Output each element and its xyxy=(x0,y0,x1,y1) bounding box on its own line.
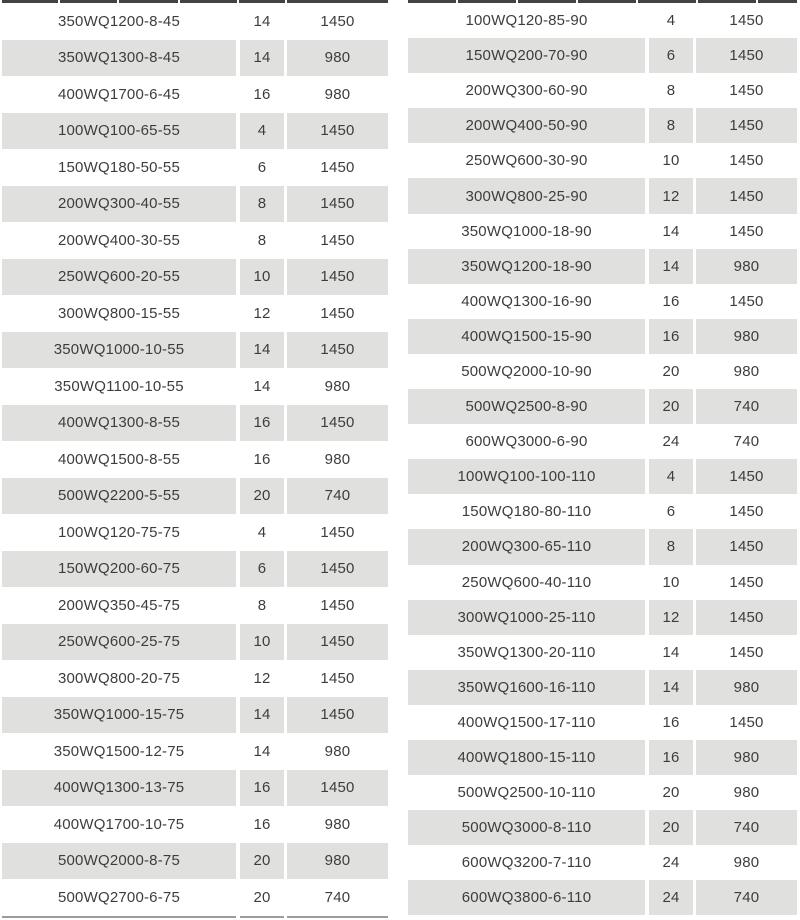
model-cell: 400WQ1300-16-90 xyxy=(408,284,645,319)
model-cell: 600WQ3800-6-110 xyxy=(408,880,645,915)
speed-cell: 980 xyxy=(696,775,797,810)
speed-cell: 980 xyxy=(287,843,388,880)
model-cell: 200WQ300-40-55 xyxy=(2,186,236,223)
table-row xyxy=(2,514,388,551)
table-row xyxy=(2,149,388,186)
table-row xyxy=(2,478,388,515)
model-cell: 400WQ1500-15-90 xyxy=(408,319,645,354)
model-cell: 250WQ600-25-75 xyxy=(2,624,236,661)
number-cell: 20 xyxy=(240,843,284,880)
number-cell: 14 xyxy=(649,214,693,249)
model-cell: 350WQ1000-18-90 xyxy=(408,214,645,249)
model-cell: 200WQ300-65-110 xyxy=(408,529,645,564)
table-row xyxy=(2,76,388,113)
table-row xyxy=(408,354,797,389)
border-notch xyxy=(58,0,60,3)
speed-cell: 1450 xyxy=(287,113,388,150)
border-notch xyxy=(576,0,578,3)
model-cell: 400WQ1800-15-110 xyxy=(408,740,645,775)
model-cell: 500WQ2200-5-55 xyxy=(2,478,236,515)
number-cell: 10 xyxy=(240,259,284,296)
model-cell: 250WQ600-30-90 xyxy=(408,143,645,178)
table-body xyxy=(408,3,797,915)
number-cell: 4 xyxy=(649,3,693,38)
number-cell: 8 xyxy=(240,186,284,223)
speed-cell: 1450 xyxy=(287,3,388,40)
model-cell: 350WQ1200-8-45 xyxy=(2,3,236,40)
table-row xyxy=(408,494,797,529)
table-row xyxy=(2,113,388,150)
model-cell: 300WQ800-15-55 xyxy=(2,295,236,332)
model-cell: 200WQ300-60-90 xyxy=(408,73,645,108)
model-cell: 350WQ1500-12-75 xyxy=(2,733,236,770)
number-cell: 20 xyxy=(240,478,284,515)
speed-cell: 1450 xyxy=(287,587,388,624)
model-cell: 500WQ2500-10-110 xyxy=(408,775,645,810)
number-cell: 14 xyxy=(240,697,284,734)
model-cell: 300WQ1000-25-110 xyxy=(408,600,645,635)
speed-cell: 980 xyxy=(696,670,797,705)
table-row xyxy=(2,587,388,624)
number-cell: 4 xyxy=(240,514,284,551)
table-row xyxy=(408,143,797,178)
border-notch xyxy=(178,0,180,3)
number-cell: 14 xyxy=(240,733,284,770)
table-row xyxy=(408,529,797,564)
model-cell: 350WQ1300-8-45 xyxy=(2,40,236,77)
table-row xyxy=(2,697,388,734)
number-cell: 14 xyxy=(240,40,284,77)
speed-cell: 1450 xyxy=(696,143,797,178)
number-cell: 16 xyxy=(240,806,284,843)
table-row xyxy=(2,441,388,478)
model-cell: 400WQ1500-8-55 xyxy=(2,441,236,478)
model-cell: 400WQ1300-13-75 xyxy=(2,770,236,807)
model-cell: 400WQ1300-8-55 xyxy=(2,405,236,442)
number-cell: 16 xyxy=(240,405,284,442)
number-cell: 14 xyxy=(240,332,284,369)
speed-cell: 1450 xyxy=(287,551,388,588)
model-cell: 600WQ3000-6-90 xyxy=(408,424,645,459)
model-cell: 200WQ350-45-75 xyxy=(2,587,236,624)
model-cell: 350WQ1100-10-55 xyxy=(2,368,236,405)
number-cell: 6 xyxy=(240,149,284,186)
number-cell: 14 xyxy=(649,670,693,705)
speed-cell: 1450 xyxy=(696,494,797,529)
border-notch xyxy=(285,0,287,3)
speed-cell: 1450 xyxy=(696,3,797,38)
number-cell: 12 xyxy=(649,600,693,635)
table-row xyxy=(2,295,388,332)
table-row xyxy=(2,660,388,697)
number-cell: 20 xyxy=(649,354,693,389)
speed-cell: 1450 xyxy=(696,635,797,670)
model-cell: 250WQ600-20-55 xyxy=(2,259,236,296)
table-row xyxy=(408,810,797,845)
model-cell: 400WQ1700-10-75 xyxy=(2,806,236,843)
table-top-border xyxy=(408,0,797,3)
border-notch xyxy=(636,0,638,3)
number-cell: 8 xyxy=(649,529,693,564)
border-notch xyxy=(237,0,239,3)
number-cell: 20 xyxy=(649,775,693,810)
speed-cell: 1450 xyxy=(287,222,388,259)
border-notch xyxy=(516,0,518,3)
table-bottom-border xyxy=(2,916,388,918)
model-cell: 100WQ100-100-110 xyxy=(408,459,645,494)
table-row xyxy=(2,186,388,223)
speed-cell: 1450 xyxy=(696,38,797,73)
table-row xyxy=(408,424,797,459)
table-row xyxy=(408,319,797,354)
speed-cell: 1450 xyxy=(287,770,388,807)
model-cell: 350WQ1000-10-55 xyxy=(2,332,236,369)
speed-cell: 1450 xyxy=(287,660,388,697)
number-cell: 16 xyxy=(240,76,284,113)
speed-cell: 1450 xyxy=(696,600,797,635)
spec-table-right xyxy=(408,0,797,915)
speed-cell: 980 xyxy=(287,368,388,405)
number-cell: 10 xyxy=(649,565,693,600)
number-cell: 16 xyxy=(649,319,693,354)
table-row xyxy=(408,178,797,213)
model-cell: 500WQ3000-8-110 xyxy=(408,810,645,845)
model-cell: 100WQ120-85-90 xyxy=(408,3,645,38)
number-cell: 8 xyxy=(649,108,693,143)
number-cell: 6 xyxy=(649,494,693,529)
speed-cell: 1450 xyxy=(696,73,797,108)
speed-cell: 980 xyxy=(696,354,797,389)
border-segment xyxy=(287,916,388,918)
speed-cell: 1450 xyxy=(287,405,388,442)
table-row xyxy=(2,40,388,77)
number-cell: 6 xyxy=(649,38,693,73)
table-row xyxy=(408,284,797,319)
speed-cell: 1450 xyxy=(287,332,388,369)
number-cell: 12 xyxy=(240,295,284,332)
model-cell: 500WQ2000-10-90 xyxy=(408,354,645,389)
model-cell: 150WQ180-50-55 xyxy=(2,149,236,186)
border-notch xyxy=(117,0,119,3)
model-cell: 350WQ1300-20-110 xyxy=(408,635,645,670)
table-row xyxy=(408,670,797,705)
table-row xyxy=(408,38,797,73)
speed-cell: 980 xyxy=(287,733,388,770)
speed-cell: 1450 xyxy=(287,295,388,332)
table-row xyxy=(408,3,797,38)
model-cell: 500WQ2000-8-75 xyxy=(2,843,236,880)
model-cell: 150WQ200-70-90 xyxy=(408,38,645,73)
table-row xyxy=(2,733,388,770)
model-cell: 500WQ2700-6-75 xyxy=(2,879,236,916)
number-cell: 4 xyxy=(240,113,284,150)
number-cell: 8 xyxy=(649,73,693,108)
number-cell: 12 xyxy=(240,660,284,697)
model-cell: 300WQ800-20-75 xyxy=(2,660,236,697)
table-row xyxy=(408,705,797,740)
speed-cell: 1450 xyxy=(696,459,797,494)
number-cell: 16 xyxy=(240,441,284,478)
number-cell: 16 xyxy=(649,284,693,319)
number-cell: 24 xyxy=(649,424,693,459)
number-cell: 14 xyxy=(240,3,284,40)
table-row xyxy=(2,405,388,442)
speed-cell: 1450 xyxy=(696,214,797,249)
table-row xyxy=(2,624,388,661)
model-cell: 350WQ1000-15-75 xyxy=(2,697,236,734)
speed-cell: 1450 xyxy=(696,705,797,740)
model-cell: 200WQ400-30-55 xyxy=(2,222,236,259)
border-notch xyxy=(456,0,458,3)
table-row xyxy=(2,259,388,296)
table-row xyxy=(2,332,388,369)
model-cell: 250WQ600-40-110 xyxy=(408,565,645,600)
border-segment xyxy=(240,916,284,918)
table-row xyxy=(408,565,797,600)
speed-cell: 1450 xyxy=(696,529,797,564)
number-cell: 8 xyxy=(240,587,284,624)
speed-cell: 1450 xyxy=(287,697,388,734)
number-cell: 4 xyxy=(649,459,693,494)
number-cell: 6 xyxy=(240,551,284,588)
number-cell: 10 xyxy=(649,143,693,178)
speed-cell: 980 xyxy=(287,40,388,77)
speed-cell: 980 xyxy=(696,740,797,775)
speed-cell: 1450 xyxy=(287,149,388,186)
table-row xyxy=(408,249,797,284)
number-cell: 16 xyxy=(240,770,284,807)
table-row xyxy=(408,108,797,143)
number-cell: 24 xyxy=(649,845,693,880)
number-cell: 12 xyxy=(649,178,693,213)
speed-cell: 980 xyxy=(287,441,388,478)
table-row xyxy=(408,740,797,775)
model-cell: 300WQ800-25-90 xyxy=(408,178,645,213)
table-row xyxy=(2,3,388,40)
table-row xyxy=(408,880,797,915)
number-cell: 10 xyxy=(240,624,284,661)
speed-cell: 980 xyxy=(287,806,388,843)
border-notch xyxy=(756,0,758,3)
number-cell: 8 xyxy=(240,222,284,259)
speed-cell: 1450 xyxy=(287,624,388,661)
speed-cell: 1450 xyxy=(696,565,797,600)
model-cell: 400WQ1500-17-110 xyxy=(408,705,645,740)
speed-cell: 1450 xyxy=(287,259,388,296)
speed-cell: 740 xyxy=(696,389,797,424)
speed-cell: 740 xyxy=(287,478,388,515)
speed-cell: 1450 xyxy=(696,284,797,319)
speed-cell: 980 xyxy=(696,319,797,354)
table-row xyxy=(2,551,388,588)
table-row xyxy=(408,635,797,670)
table-row xyxy=(2,879,388,916)
number-cell: 24 xyxy=(649,880,693,915)
speed-cell: 1450 xyxy=(696,108,797,143)
speed-cell: 740 xyxy=(696,810,797,845)
speed-cell: 980 xyxy=(696,249,797,284)
model-cell: 200WQ400-50-90 xyxy=(408,108,645,143)
table-body xyxy=(2,3,388,916)
table-top-border xyxy=(2,0,388,3)
table-row xyxy=(408,845,797,880)
number-cell: 14 xyxy=(649,249,693,284)
number-cell: 20 xyxy=(240,879,284,916)
table-row xyxy=(408,214,797,249)
table-row xyxy=(2,806,388,843)
speed-cell: 1450 xyxy=(287,514,388,551)
speed-cell: 1450 xyxy=(696,178,797,213)
model-cell: 100WQ120-75-75 xyxy=(2,514,236,551)
table-row xyxy=(2,843,388,880)
number-cell: 16 xyxy=(649,740,693,775)
speed-cell: 980 xyxy=(696,845,797,880)
speed-cell: 740 xyxy=(696,424,797,459)
speed-cell: 740 xyxy=(696,880,797,915)
table-row xyxy=(2,770,388,807)
model-cell: 400WQ1700-6-45 xyxy=(2,76,236,113)
number-cell: 14 xyxy=(240,368,284,405)
number-cell: 16 xyxy=(649,705,693,740)
number-cell: 20 xyxy=(649,389,693,424)
number-cell: 20 xyxy=(649,810,693,845)
border-segment xyxy=(2,916,236,918)
model-cell: 150WQ180-80-110 xyxy=(408,494,645,529)
table-row xyxy=(408,775,797,810)
table-row xyxy=(2,222,388,259)
model-cell: 600WQ3200-7-110 xyxy=(408,845,645,880)
spec-table-left xyxy=(2,0,388,918)
table-row xyxy=(408,600,797,635)
speed-cell: 980 xyxy=(287,76,388,113)
model-cell: 150WQ200-60-75 xyxy=(2,551,236,588)
speed-cell: 740 xyxy=(287,879,388,916)
table-row xyxy=(2,368,388,405)
model-cell: 100WQ100-65-55 xyxy=(2,113,236,150)
model-cell: 350WQ1200-18-90 xyxy=(408,249,645,284)
table-row xyxy=(408,73,797,108)
model-cell: 350WQ1600-16-110 xyxy=(408,670,645,705)
table-row xyxy=(408,389,797,424)
number-cell: 14 xyxy=(649,635,693,670)
border-notch xyxy=(696,0,698,3)
speed-cell: 1450 xyxy=(287,186,388,223)
model-cell: 500WQ2500-8-90 xyxy=(408,389,645,424)
table-row xyxy=(408,459,797,494)
